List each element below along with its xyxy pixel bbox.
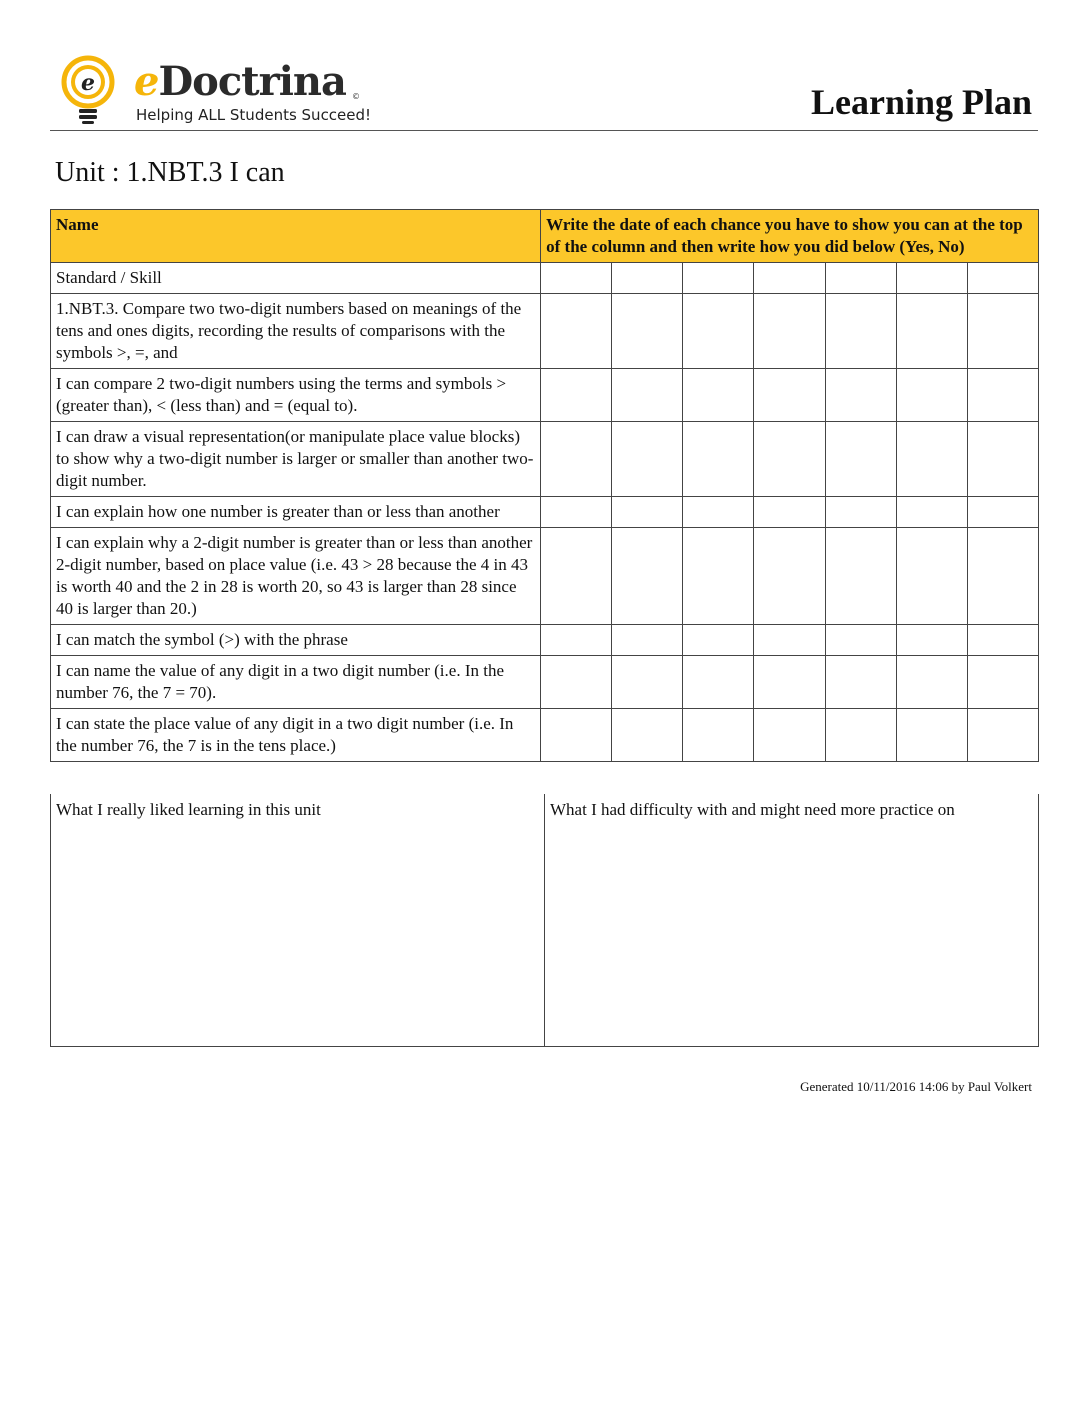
skill-text: Standard / Skill [51,263,541,294]
result-cell[interactable] [612,709,683,762]
result-cell[interactable] [683,709,754,762]
result-cell[interactable] [754,709,825,762]
result-cell[interactable] [896,497,967,528]
result-cell[interactable] [825,422,896,497]
difficulty-box[interactable] [545,794,1038,1046]
result-cell[interactable] [612,497,683,528]
result-cell[interactable] [754,656,825,709]
brand-tagline: Helping ALL Students Succeed! [136,106,372,124]
registered-mark: © [352,92,360,101]
date-cell[interactable] [896,263,967,294]
result-cell[interactable] [825,497,896,528]
result-cell[interactable] [754,497,825,528]
skill-text: I can draw a visual representation(or manipulate place value blocks) to show why a two-digit number is larger or smaller than another two-digit number. [51,422,541,497]
result-cell[interactable] [825,625,896,656]
difficulty-label: What I had difficulty with and might need more practice on [550,800,955,819]
skill-text: I can explain how one number is greater than or less than another [51,497,541,528]
svg-text:e: e [81,70,95,96]
result-cell[interactable] [967,422,1038,497]
result-cell[interactable] [967,625,1038,656]
date-cell[interactable] [683,263,754,294]
result-cell[interactable] [967,709,1038,762]
skill-row [51,528,1039,625]
result-cell[interactable] [541,709,612,762]
result-cell[interactable] [896,422,967,497]
liked-learning-label: What I really liked learning in this unit [56,800,321,819]
result-cell[interactable] [754,625,825,656]
result-cell[interactable] [967,656,1038,709]
result-cell[interactable] [612,528,683,625]
name-header-cell[interactable]: Name [51,210,541,263]
result-cell[interactable] [825,294,896,369]
skill-row [51,656,1039,709]
skill-row [51,497,1039,528]
result-cell[interactable] [896,709,967,762]
result-cell[interactable] [683,528,754,625]
result-cell[interactable] [612,294,683,369]
generated-footer: Generated 10/11/2016 14:06 by Paul Volkert [800,1079,1032,1094]
result-cell[interactable] [754,422,825,497]
date-cell[interactable] [967,263,1038,294]
result-cell[interactable] [754,294,825,369]
result-cell[interactable] [825,528,896,625]
result-cell[interactable] [541,422,612,497]
result-cell[interactable] [683,422,754,497]
skill-row [51,625,1039,656]
result-cell[interactable] [541,625,612,656]
document-title: Learning Plan [810,82,1032,122]
learning-plan-table [50,209,1039,762]
result-cell[interactable] [683,625,754,656]
result-cell[interactable] [967,497,1038,528]
result-cell[interactable] [967,294,1038,369]
instructions-header-cell: Write the date of each chance you have to show you can at the top of the column and then write how you did below (Yes, No) [541,210,1039,263]
result-cell[interactable] [896,656,967,709]
result-cell[interactable] [967,528,1038,625]
result-cell[interactable] [825,709,896,762]
skill-text: I can compare 2 two-digit numbers using the terms and symbols > (greater than), < (less than) and = (equal to). [51,369,541,422]
result-cell[interactable] [683,294,754,369]
date-cell[interactable] [825,263,896,294]
skill-row [51,709,1039,762]
result-cell[interactable] [612,625,683,656]
reflection-section [50,794,1039,1047]
result-cell[interactable] [754,528,825,625]
skill-text: I can state the place value of any digit in a two digit number (i.e. In the number 76, the 7 is in the tens place.) [51,709,541,762]
date-cell[interactable] [754,263,825,294]
skill-text: I can explain why a 2-digit number is greater than or less than another 2-digit number, based on place value (i.e. 43 > 28 because the 4 in 43 is worth 40 and the 2 in 28 is worth 20, so 43 is larger than 28 since 40 is larger than 20.) [51,528,541,625]
result-cell[interactable] [541,528,612,625]
edoctrina-logo [54,54,374,126]
result-cell[interactable] [541,497,612,528]
result-cell[interactable] [754,369,825,422]
result-cell[interactable] [896,625,967,656]
result-cell[interactable] [825,369,896,422]
skill-text: 1.NBT.3. Compare two two-digit numbers based on meanings of the tens and ones digits, recording the results of comparisons with the symbols >, =, and [51,294,541,369]
skill-text: I can match the symbol (>) with the phrase [51,625,541,656]
date-cell[interactable] [612,263,683,294]
brand-wordmark: eDoctrina [134,58,346,105]
table-header-row [51,210,1039,263]
lightbulb-icon [54,54,134,126]
result-cell[interactable] [541,656,612,709]
result-cell[interactable] [683,369,754,422]
skill-row [51,294,1039,369]
skill-text: I can name the value of any digit in a two digit number (i.e. In the number 76, the 7 = 70). [51,656,541,709]
result-cell[interactable] [541,369,612,422]
standard-skill-row [51,263,1039,294]
date-cell[interactable] [541,263,612,294]
result-cell[interactable] [967,369,1038,422]
result-cell[interactable] [612,369,683,422]
result-cell[interactable] [612,656,683,709]
result-cell[interactable] [683,497,754,528]
skill-row [51,422,1039,497]
skill-row [51,369,1039,422]
result-cell[interactable] [612,422,683,497]
liked-learning-box[interactable] [51,794,545,1046]
result-cell[interactable] [541,294,612,369]
result-cell[interactable] [896,369,967,422]
page-header [50,50,1038,131]
result-cell[interactable] [683,656,754,709]
result-cell[interactable] [896,528,967,625]
result-cell[interactable] [896,294,967,369]
unit-title: Unit : 1.NBT.3 I can [55,157,285,188]
result-cell[interactable] [825,656,896,709]
